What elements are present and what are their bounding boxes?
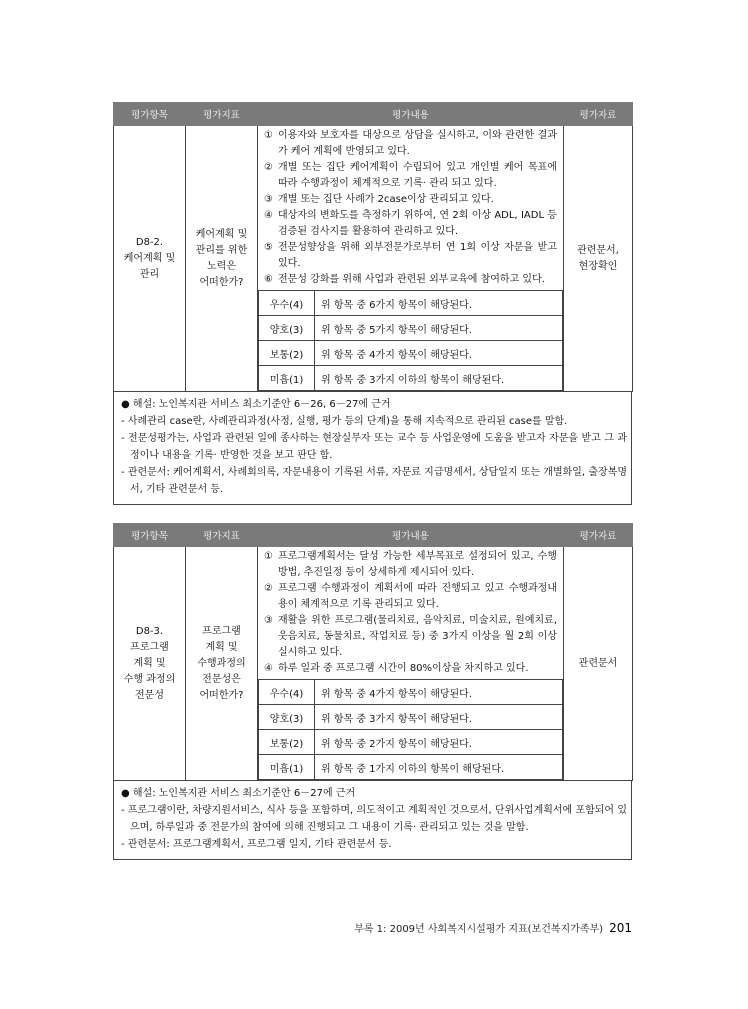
header-indicator: 평가지표 xyxy=(186,524,258,547)
header-row xyxy=(114,103,633,126)
item-title-line: 케어계획 및 xyxy=(123,252,176,264)
header-content: 평가내용 xyxy=(258,524,564,547)
grade-row xyxy=(259,730,563,755)
notes-box xyxy=(113,781,632,860)
grade-label: 미흡(1) xyxy=(259,366,315,391)
criteria-item: ⑥ 전문성 강화를 위해 사업과 관련된 외부교육에 참여하고 있다. xyxy=(264,274,545,285)
grade-row xyxy=(259,366,563,391)
criteria-item: ② 개별 또는 집단 케어계획이 수립되어 있고 개인별 케어 목표에 따라 수행과정이 체계적으로 기록· 관리 되고 있다. xyxy=(264,162,557,189)
note-item: - 관련문서: 프로그램계획서, 프로그램 일지, 기타 관련문서 등. xyxy=(121,839,392,850)
material-cell xyxy=(564,547,633,781)
item-title-line: 계획 및 xyxy=(133,657,166,669)
grade-desc: 위 항목 중 4가지 항목이 해당된다. xyxy=(315,680,563,705)
indicator-line: 수행과정의 xyxy=(197,657,246,669)
indicator-line: 어떠한가? xyxy=(199,276,244,288)
criteria-list xyxy=(258,126,563,290)
grade-table xyxy=(258,679,563,780)
indicator-line: 전문성은 xyxy=(202,673,241,685)
content-cell xyxy=(258,547,564,781)
material-cell xyxy=(564,126,633,392)
item-title-line: 관리 xyxy=(139,268,160,280)
criteria-item: ⑤ 전문성향상을 위해 외부전문가로부터 연 1회 이상 자문을 받고 있다. xyxy=(264,242,557,269)
page-footer xyxy=(0,920,632,935)
indicator-line: 케어계획 및 xyxy=(195,228,248,240)
material-line: 관련문서 xyxy=(578,657,618,669)
header-content: 평가내용 xyxy=(258,103,564,126)
evaluation-table-d8-2 xyxy=(113,102,632,505)
grade-row xyxy=(259,705,563,730)
item-title-line: 프로그램 xyxy=(130,641,169,653)
indicator-cell xyxy=(186,547,258,781)
indicator-line: 노력은 xyxy=(207,260,236,272)
grade-row xyxy=(259,341,563,366)
grade-desc: 위 항목 중 3가지 이하의 항목이 해당된다. xyxy=(315,366,563,391)
note-item: - 관련문서: 케어계획서, 사례회의록, 자문내용이 기록된 서류, 자문료 지급명세서, 상담일지 또는 개별화일, 출장복명서, 기타 관련문서 등. xyxy=(121,467,627,495)
grade-desc: 위 항목 중 4가지 항목이 해당된다. xyxy=(315,341,563,366)
grade-table xyxy=(258,290,563,391)
note-item: - 사례관리 case란, 사례관리과정(사정, 실행, 평가 등의 단계)을 통해 지속적으로 관리된 case를 말함. xyxy=(121,416,568,427)
criteria-item: ① 프로그램계획서는 달성 가능한 세부목표로 설정되어 있고, 수행방법, 추진일정 등이 상세하게 제시되어 있다. xyxy=(264,551,557,578)
grade-desc: 위 항목 중 1가지 이하의 항목이 해당된다. xyxy=(315,755,563,780)
grade-row xyxy=(259,680,563,705)
page-number: 201 xyxy=(609,921,632,935)
material-line: 현장확인 xyxy=(578,260,618,272)
header-indicator: 평가지표 xyxy=(186,103,258,126)
grade-label: 양호(3) xyxy=(259,705,315,730)
evaluation-table-d8-3 xyxy=(113,523,632,860)
grade-label: 우수(4) xyxy=(259,291,315,316)
item-code: D8-3. xyxy=(135,625,164,637)
body-row xyxy=(114,126,633,392)
item-cell xyxy=(114,547,186,781)
criteria-item: ④ 대상자의 변화도를 측정하기 위하여, 연 2회 이상 ADL, IADL 등 검증된 검사지를 활용하여 관리하고 있다. xyxy=(264,210,557,237)
criteria-item: ② 프로그램 수행과정이 계획서에 따라 진행되고 있고 수행과정내용이 체계적으로 기록 관리되고 있다. xyxy=(264,583,557,610)
item-code: D8-2. xyxy=(135,236,164,248)
item-cell xyxy=(114,126,186,392)
grade-row xyxy=(259,291,563,316)
indicator-line: 어떠한가? xyxy=(199,689,244,701)
item-title-line: 전문성 xyxy=(135,689,164,701)
grade-desc: 위 항목 중 6가지 항목이 해당된다. xyxy=(315,291,563,316)
grade-label: 우수(4) xyxy=(259,680,315,705)
material-line: 관련문서, xyxy=(577,244,619,256)
criteria-item: ④ 하루 일과 중 프로그램 시간이 80%이상을 차지하고 있다. xyxy=(264,663,529,674)
note-item: - 프로그램이란, 차량지원서비스, 식사 등을 포함하며, 의도적이고 계획적인 것으로서, 단위사업계획서에 포함되어 있으며, 하루일과 중 전문가의 참여에 의해 진행되고 그 내용이 기록· 관리되고 있는 것을 말함. xyxy=(121,805,627,833)
grade-desc: 위 항목 중 2가지 항목이 해당된다. xyxy=(315,730,563,755)
indicator-line: 관리를 위한 xyxy=(195,244,248,256)
grade-label: 미흡(1) xyxy=(259,755,315,780)
criteria-item: ③ 개별 또는 집단 사례가 2case이상 관리되고 있다. xyxy=(264,194,494,205)
criteria-item: ③ 재활을 위한 프로그램(물리치료, 음악치료, 미술치료, 원예치료, 웃음치료, 동물치료, 작업치료 등) 중 3가지 이상을 월 2회 이상 실시하고 있다. xyxy=(264,615,557,658)
criteria-list xyxy=(258,547,563,679)
body-row xyxy=(114,547,633,781)
header-row xyxy=(114,524,633,547)
grade-desc: 위 항목 중 5가지 항목이 해당된다. xyxy=(315,316,563,341)
grade-label: 보통(2) xyxy=(259,341,315,366)
grade-label: 양호(3) xyxy=(259,316,315,341)
item-title-line: 수행 과정의 xyxy=(123,673,176,685)
indicator-line: 프로그램 xyxy=(202,625,241,637)
header-material: 평가자료 xyxy=(564,103,633,126)
note-heading: ● 해설: 노인복지관 서비스 최소기준안 6－26, 6－27에 근거 xyxy=(121,399,391,410)
grade-label: 보통(2) xyxy=(259,730,315,755)
grade-row xyxy=(259,316,563,341)
header-material: 평가자료 xyxy=(564,524,633,547)
header-item: 평가항목 xyxy=(114,524,186,547)
grade-desc: 위 항목 중 3가지 항목이 해당된다. xyxy=(315,705,563,730)
notes-box xyxy=(113,392,632,505)
criteria-item: ① 이용자와 보호자를 대상으로 상담을 실시하고, 이와 관련한 결과가 케어 계획에 반영되고 있다. xyxy=(264,130,557,157)
note-heading: ● 해설: 노인복지관 서비스 최소기준안 6－27에 근거 xyxy=(121,788,356,799)
indicator-line: 계획 및 xyxy=(205,641,238,653)
content-cell xyxy=(258,126,564,392)
header-item: 평가항목 xyxy=(114,103,186,126)
grade-row xyxy=(259,755,563,780)
footer-text: 부록 1: 2009년 사회복지시설평가 지표(보건복지가족부) xyxy=(354,924,604,935)
indicator-cell xyxy=(186,126,258,392)
note-item: - 전문성평가는, 사업과 관련된 일에 종사하는 현장실무자 또는 교수 등 사업운영에 도움을 받고자 자문을 받고 그 과정이나 내용을 기록· 반영한 것을 보고 판단 함. xyxy=(121,433,627,461)
